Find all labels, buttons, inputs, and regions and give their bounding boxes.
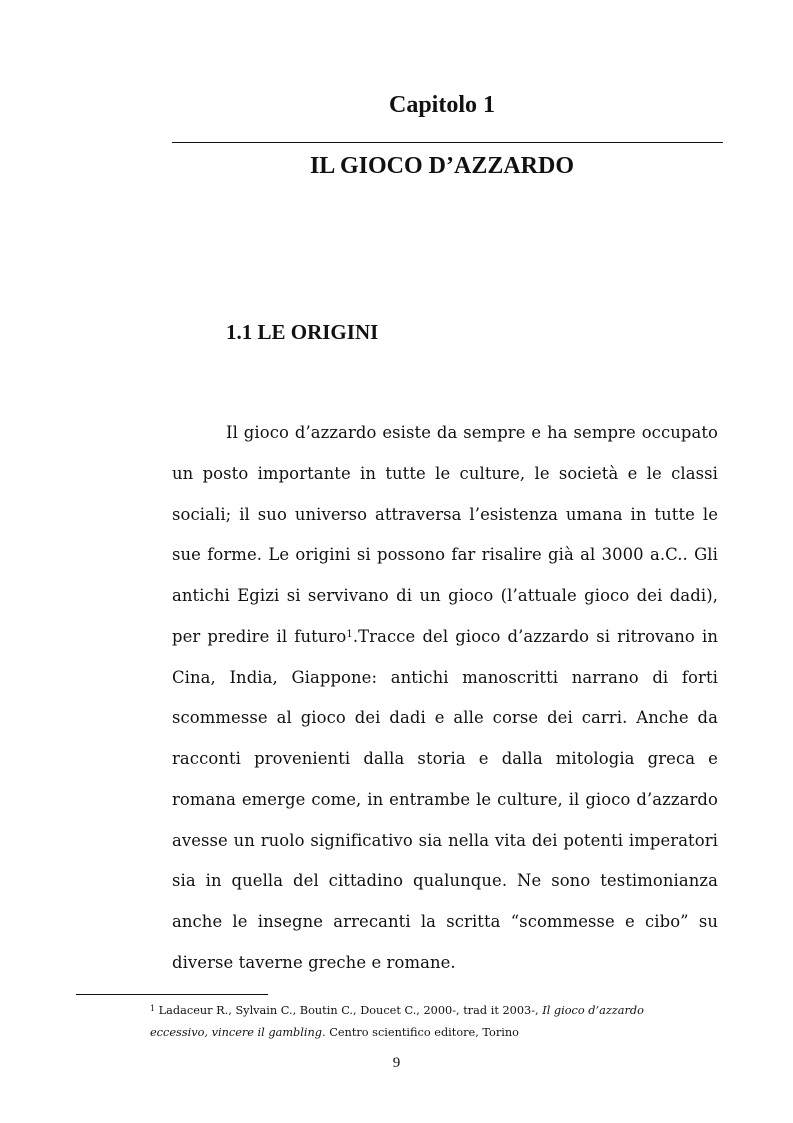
- footnote-publisher: . Centro scientifico editore, Torino: [322, 1026, 519, 1039]
- chapter-label: Capitolo 1: [388, 92, 495, 118]
- footnote-text: Ladaceur R., Sylvain C., Boutin C., Doucet C., 2000-, trad it 2003-,: [155, 1004, 543, 1017]
- footnote-divider: [76, 994, 268, 995]
- footnote-number: 1: [150, 1004, 156, 1013]
- body-text-part1: Il gioco d’azzardo esiste da sempre e ha sempre occupato un posto importante in tutte le culture, le società e le classi sociali; il suo universo attraversa l’esistenza umana in tutte le sue forme. Le origini si possono far risalire già al 3000 a.C.. Gli antichi Egizi si servivano di un gioco (l’attuale gioco dei dadi), per predire il futuro: [172, 423, 718, 646]
- section-heading: 1.1 LE ORIGINI: [226, 320, 379, 344]
- footnote: [150, 1000, 705, 1044]
- body-text-part2: .Tracce del gioco d’azzardo si ritrovano in Cina, India, Giappone: antichi manoscritti narrano di forti scommesse al gioco dei dadi e alle corse dei carri. Anche da racconti provenienti dalla storia e dalla mitologia greca e romana emerge come, in entrambe le culture, il gioco d’azzardo avesse un ruolo significativo sia nella vita dei potenti imperatori sia in quella del cittadino qualunque. Ne sono testimonianza anche le insegne arrecanti la scritta “scommesse e cibo” su diverse taverne greche e romane.: [172, 626, 718, 972]
- body-paragraph: [172, 413, 718, 984]
- footnote-book-title: Il gioco d’azzardo eccessivo, vincere il gambling: [150, 1004, 644, 1039]
- footnote-reference[interactable]: 1: [346, 628, 353, 640]
- chapter-divider: [172, 142, 723, 143]
- page-number: 9: [392, 1055, 401, 1071]
- chapter-title: IL GIOCO D’AZZARDO: [309, 153, 575, 179]
